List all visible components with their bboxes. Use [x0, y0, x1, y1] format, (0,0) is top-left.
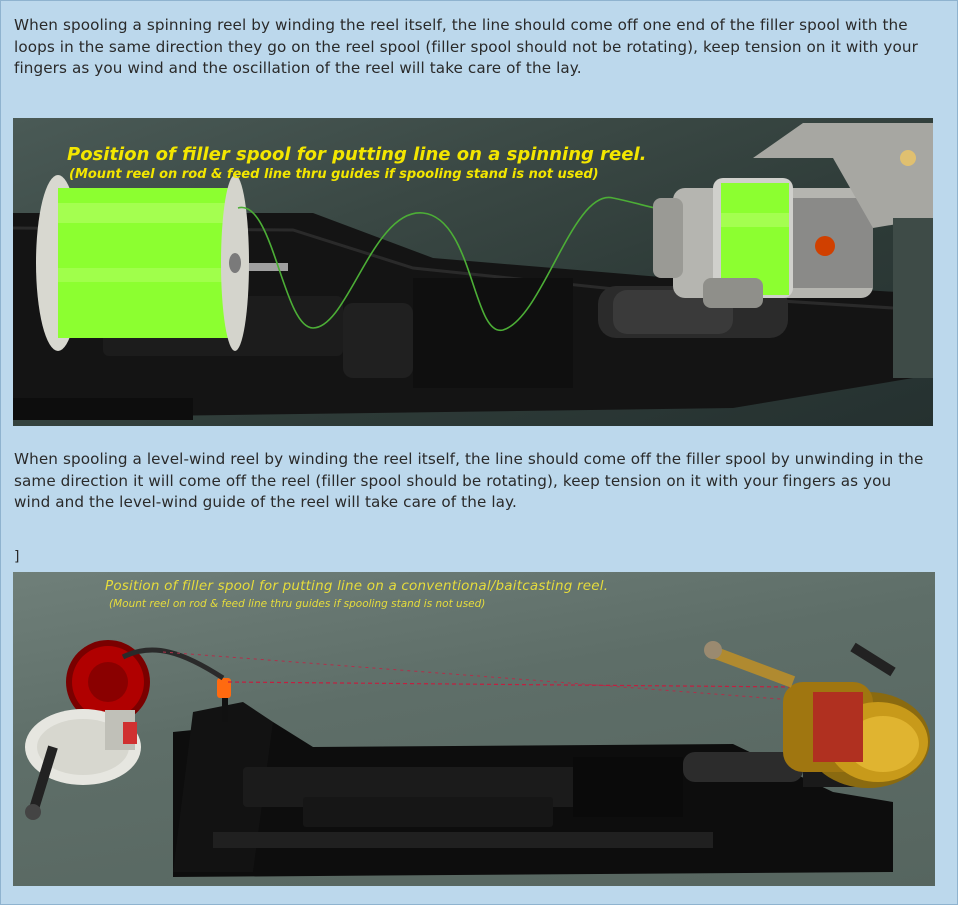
- caption-title: Position of filler spool for putting line on a conventional/baitcasting reel.: [105, 578, 609, 594]
- caption-title: Position of filler spool for putting line on a spinning reel.: [67, 144, 647, 165]
- photo-spinning-reel-spooling: [13, 118, 933, 426]
- caption-note: (Mount reel on rod & feed line thru guides if spooling stand is not used): [69, 167, 599, 182]
- paragraph-spinning-reel: When spooling a spinning reel by winding the reel itself, the line should come off one end of the filler spool with the loops in the same direction they go on the reel spool (filler spool should not be rotating), keep tension on it with your fingers as you wind and the oscillation of the reel will take care of the lay.: [14, 16, 918, 78]
- caption-note: (Mount reel on rod & feed line thru guides if spooling stand is not used): [109, 598, 486, 610]
- baitcasting-reel-illustration: [13, 572, 935, 886]
- stray-bracket-text: ]: [14, 549, 20, 565]
- photo-baitcasting-reel-spooling: [13, 572, 935, 886]
- paragraph-levelwind-reel: When spooling a level-wind reel by winding the reel itself, the line should come off the filler spool by unwinding in the same direction it will come off the reel (filler spool should be rotating), keep tension on it with your fingers as you wind and the level-wind guide of the reel will take care of the lay.: [14, 450, 924, 512]
